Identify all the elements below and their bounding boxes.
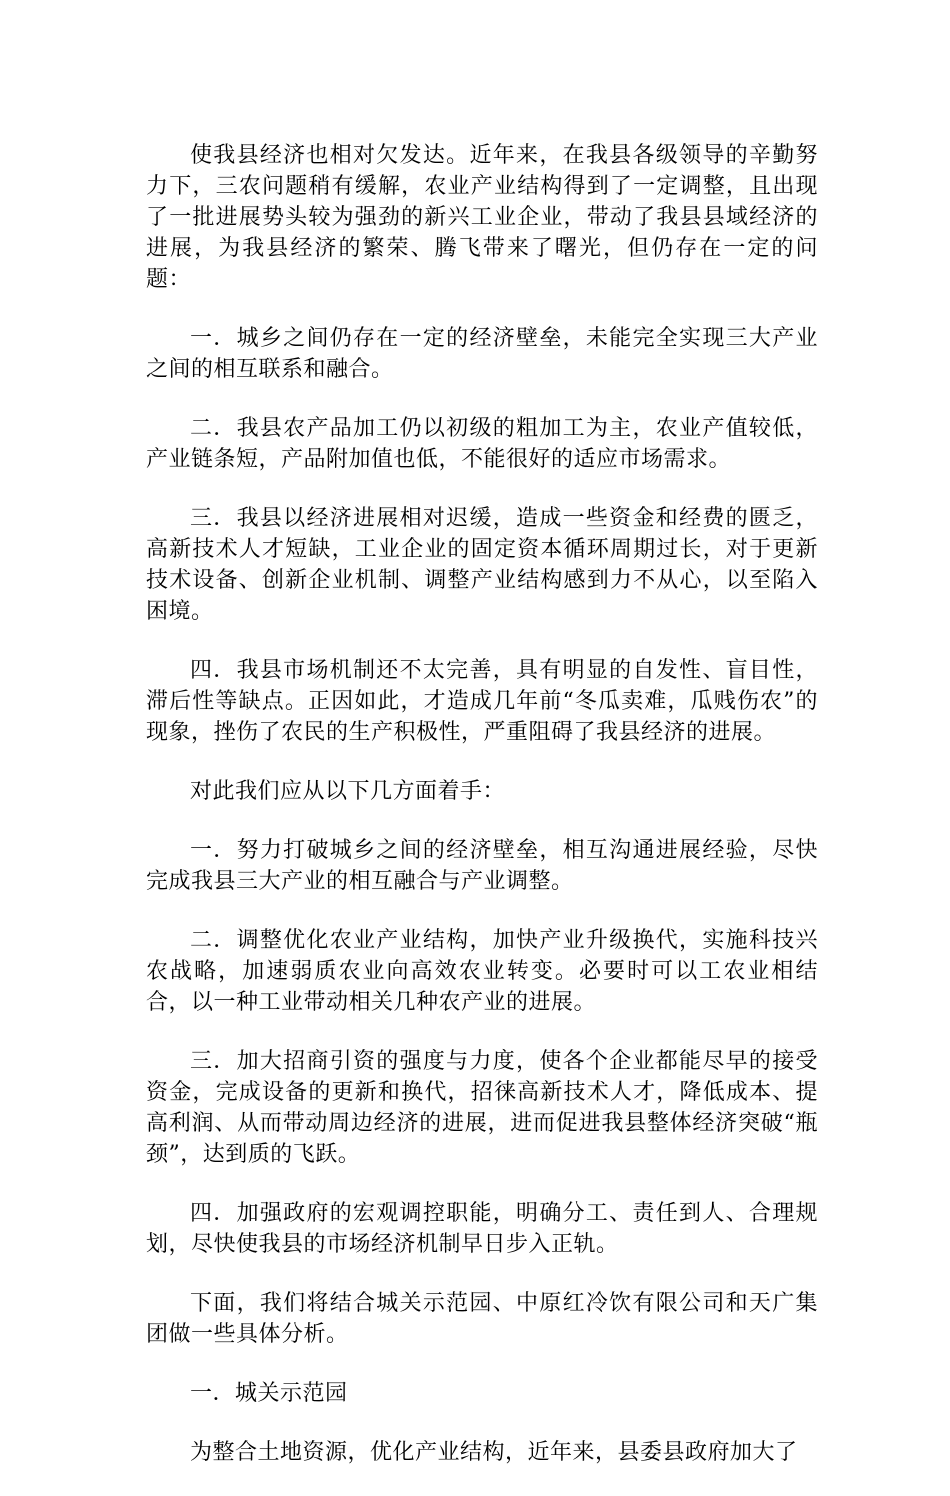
paragraph-measure-1: 一．努力打破城乡之间的经济壁垒，相互沟通进展经验，尽快完成我县三大产业的相互融合与产业调整。 — [146, 838, 818, 894]
paragraph-chengguan-body: 为整合土地资源，优化产业结构，近年来，县委县政府加大了 — [190, 1440, 798, 1465]
paragraph-problem-2: 二．我县农产品加工仍以初级的粗加工为主，农业产值较低，产业链条短，产品附加值也低，不能很好的适应市场需求。 — [146, 416, 818, 472]
paragraph-measure-2: 二．调整优化农业产业结构，加快产业升级换代，实施科技兴农战略，加速弱质农业向高效农业转变。必要时可以工农业相结合，以一种工业带动相关几种农产业的进展。 — [146, 928, 818, 1015]
paragraph-problem-3: 三．我县以经济进展相对迟缓，造成一些资金和经费的匮乏，高新技术人才短缺，工业企业的固定资本循环周期过长，对于更新技术设备、创新企业机制、调整产业结构感到力不从心，以至陷入困境。 — [146, 506, 818, 624]
paragraph-analysis-intro: 下面，我们将结合城关示范园、中原红冷饮有限公司和天广集团做一些具体分析。 — [146, 1291, 818, 1347]
paragraph-measure-3: 三．加大招商引资的强度与力度，使各个企业都能尽早的接受资金，完成设备的更新和换代，招徕高新技术人才，降低成本、提高利润、从而带动周边经济的进展，进而促进我县整体经济突破“瓶颈”，达到质的飞跃。 — [146, 1049, 818, 1167]
document-body — [146, 140, 818, 1496]
paragraph-measure-4: 四．加强政府的宏观调控职能，明确分工、责任到人、合理规划，尽快使我县的市场经济机制早日步入正轨。 — [146, 1201, 818, 1257]
paragraph-problem-4: 四．我县市场机制还不太完善，具有明显的自发性、盲目性，滞后性等缺点。正因如此，才造成几年前“冬瓜卖难，瓜贱伤农”的现象，挫伤了农民的生产积极性，严重阻碍了我县经济的进展。 — [146, 658, 818, 745]
section-heading-chengguan: 一．城关示范园 — [190, 1381, 348, 1406]
paragraph-measures-intro: 对此我们应从以下几方面着手： — [190, 779, 506, 804]
paragraph-intro: 使我县经济也相对欠发达。近年来，在我县各级领导的辛勤努力下，三农问题稍有缓解，农业产业结构得到了一定调整，且出现了一批进展势头较为强劲的新兴工业企业，带动了我县县域经济的进展，为我县经济的繁荣、腾飞带来了曙光，但仍存在一定的问题： — [146, 143, 818, 292]
paragraph-problem-1: 一．城乡之间仍存在一定的经济壁垒，未能完全实现三大产业之间的相互联系和融合。 — [146, 326, 818, 382]
